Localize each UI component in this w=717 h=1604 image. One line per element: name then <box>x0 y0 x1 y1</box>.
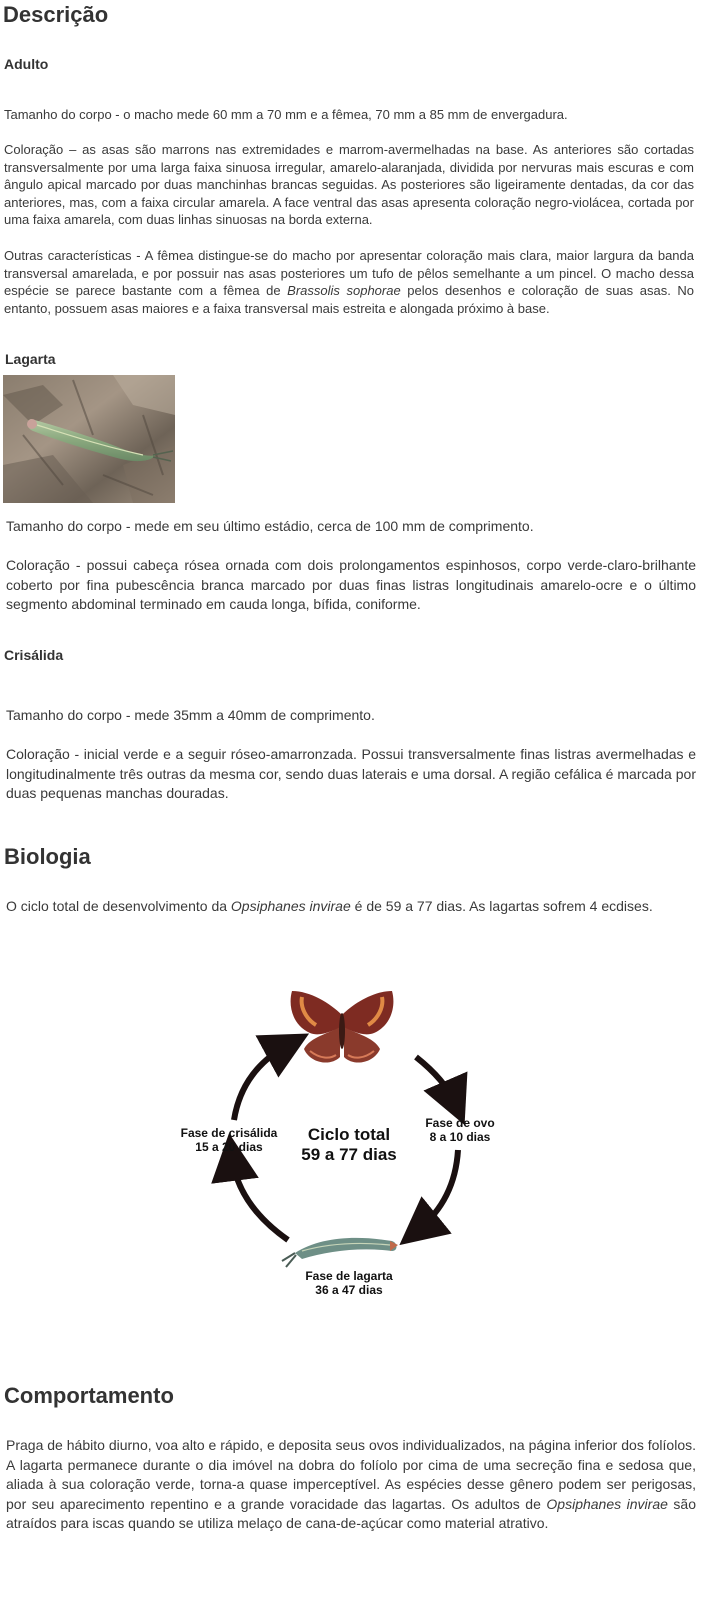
caterpillar-photo <box>3 375 175 503</box>
butterfly-image <box>291 991 394 1063</box>
adulto-outras-text: Outras características - A fêmea distingue-se do macho por apresentar coloração mais clara, maior largura da banda transversal amarelada, e por possuir nas asas posteriores um tufo de pêlos semelhante a um pincel. O macho dessa espécie se parece bastante com a fêmea de Brassolis sophorae pelos desenhos e coloração de suas asas. No entanto, possuem asas maiores e a faixa transversal mais estreita e alongada próximo à base. <box>4 248 694 316</box>
fase-crisalida-label: Fase de crisálida 15 a 20 dias <box>180 1126 278 1154</box>
lagarta-tamanho-text: Tamanho do corpo - mede em seu último estádio, cerca de 100 mm de comprimento. <box>6 518 534 534</box>
section-title-biologia: Biologia <box>4 844 91 869</box>
caterpillar-diagram-image <box>282 1238 398 1267</box>
biologia-text: O ciclo total de desenvolvimento da Opsiphanes invirae é de 59 a 77 dias. As lagartas sofrem 4 ecdises. <box>6 898 653 914</box>
section-title-comportamento: Comportamento <box>4 1383 174 1408</box>
subheading-crisalida: Crisálida <box>4 647 64 663</box>
arrow-crisalida-to-adulto <box>234 1045 288 1120</box>
crisalida-tamanho-text: Tamanho do corpo - mede 35mm a 40mm de comprimento. <box>6 707 375 723</box>
arrow-lagarta-to-crisalida <box>232 1157 288 1240</box>
adulto-tamanho-text: Tamanho do corpo - o macho mede 60 mm a 70 mm e a fêmea, 70 mm a 85 mm de envergadura. <box>4 107 568 122</box>
subheading-lagarta: Lagarta <box>5 351 56 367</box>
fase-lagarta-label: Fase de lagarta 36 a 47 dias <box>305 1269 393 1297</box>
fase-ovo-label: Fase de ovo 8 a 10 dias <box>425 1116 495 1144</box>
adulto-coloracao-text: Coloração – as asas são marrons nas extremidades e marrom-avermelhadas na base. As anteriores são cortadas transversalmente por uma larga faixa sinuosa irregular, amarelo-alaranjada, dividida por nervuras mais escuras e com ângulo apical marcado por duas manchinhas brancas seguidas. As posteriores são ligeiramente dentadas, da cor das anteriores, mas, com a faixa circular amarela. A face ventral das asas apresenta coloração negro-violácea, cortada por uma faixa amarela, com duas linhas sinuosas na borda externa. <box>4 142 694 228</box>
arrow-ovo-to-lagarta <box>418 1150 458 1230</box>
species-name: Opsiphanes invirae <box>546 1495 668 1512</box>
species-name: Brassolis sophorae <box>287 283 401 299</box>
subheading-adulto: Adulto <box>4 56 49 72</box>
lagarta-coloracao-text: Coloração - possui cabeça rósea ornada com dois prolongamentos espinhosos, corpo verde-claro-brilhante coberto por fina pubescência branca marcado por duas finas listras longitudinais amarelo-ocre e o último segmento abdominal terminado em cauda longa, bífida, coniforme. <box>6 557 696 612</box>
species-name: Opsiphanes invirae <box>230 898 351 914</box>
comportamento-text: Praga de hábito diurno, voa alto e rápido, e deposita seus ovos individualizados, na página inferior dos folíolos. A lagarta permanece durante o dia imóvel na dobra do folíolo por cima de uma secreção fina e sedosa que, aliada à sua coloração verde, torna-a quase imperceptível. As espécies desse gênero podem ser perigosas, por seu aparecimento repentino e a grande voracidade das lagartas. Os adultos de Opsiphanes invirae são atraídos para iscas quando se utiliza melaço de cana-de-açúcar como material atrativo. <box>6 1437 697 1531</box>
cycle-total-label: Ciclo total 59 a 77 dias <box>301 1125 397 1164</box>
section-title-descricao: Descrição <box>3 2 109 27</box>
crisalida-coloracao-text: Coloração - inicial verde e a seguir róseo-amarronzada. Possui transversalmente finas listras avermelhadas e longitudinalmente três outras da mesma cor, sendo duas laterais e uma dorsal. A região cefálica é marcada por duas pequenas manchas douradas. <box>6 746 696 801</box>
arrow-adulto-to-ovo <box>416 1057 455 1103</box>
life-cycle-diagram <box>170 985 510 1305</box>
